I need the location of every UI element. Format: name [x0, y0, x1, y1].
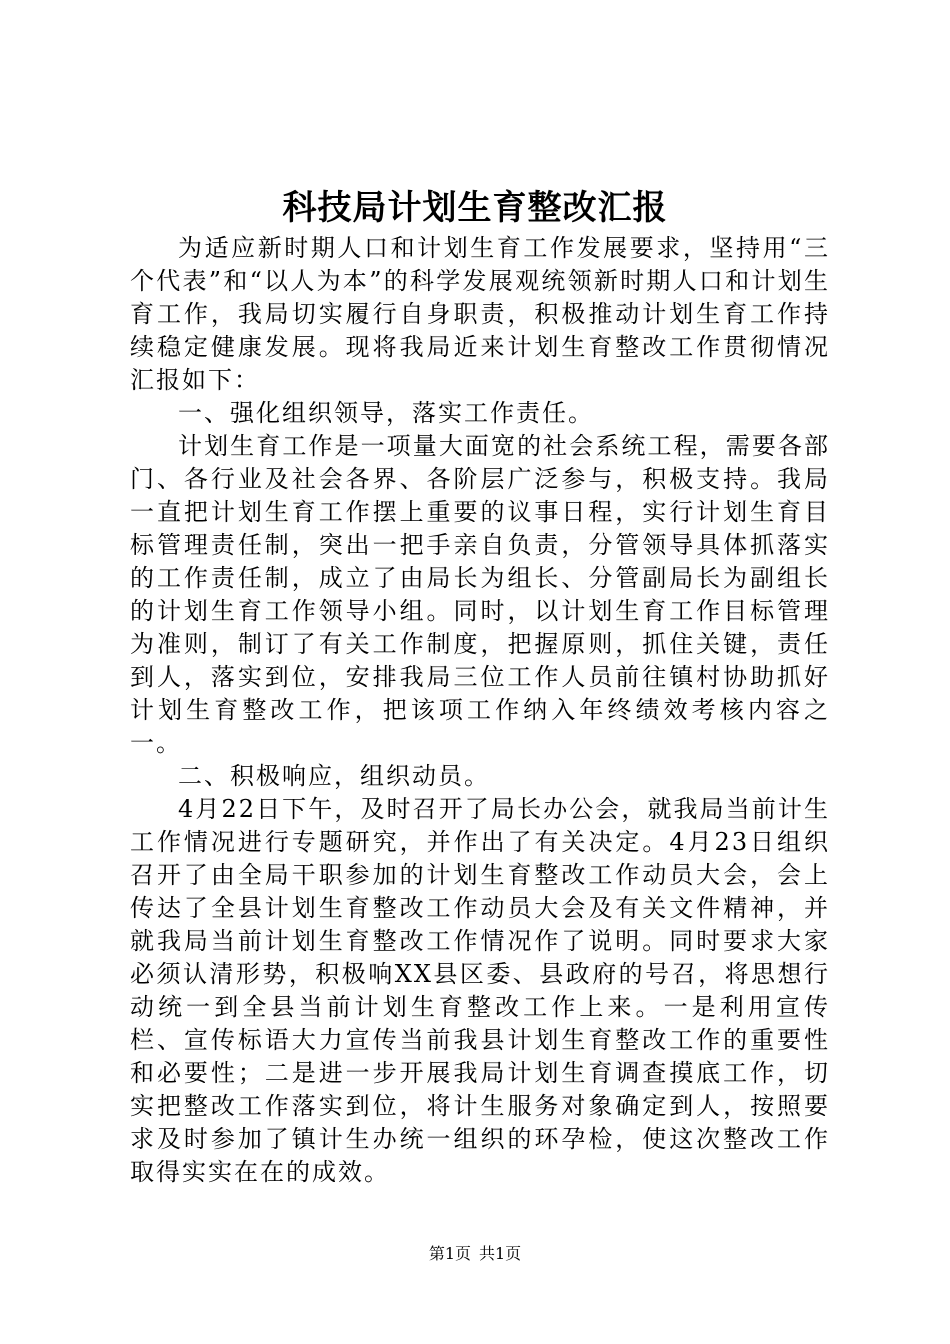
page-footer — [0, 1243, 950, 1265]
section-heading-2: 二、积极响应，组织动员。 — [178, 762, 490, 790]
intro-paragraph: 为适应新时期人口和计划生育工作发展要求，坚持用“三个代表”和“以人为本”的科学发展观统领新时期人口和计划生育工作，我局切实履行自身职责，积极推动计划生育工作持续稳定健康发展。现将我局近来计划生育整改工作贯彻情况汇报如下： — [130, 234, 830, 394]
document-body — [130, 232, 830, 1189]
page-total: 共1页 — [479, 1244, 522, 1263]
section-2-paragraph: 4月22日下午，及时召开了局长办公会，就我局当前计生工作情况进行专题研究，并作出了有关决定。4月23日组织召开了由全局干职参加的计划生育整改工作动员大会，会上传达了全县计划生育整改工作动员大会及有关文件精神，并就我局当前计划生育整改工作情况作了说明。同时要求大家必须认清形势，积极响XX县区委、县政府的号召，将思想行动统一到全县当前计划生育整改工作上来。一是利用宣传栏、宣传标语大力宣传当前我县计划生育整改工作的重要性和必要性；二是进一步开展我局计划生育调查摸底工作，切实把整改工作落实到位，将计生服务对象确定到人，按照要求及时参加了镇计生办统一组织的环孕检，使这次整改工作取得实实在在的成效。 — [130, 795, 830, 1186]
document-title: 科技局计划生育整改汇报 — [282, 188, 668, 228]
section-heading-1: 一、强化组织领导，落实工作责任。 — [178, 399, 594, 427]
section-1-paragraph: 计划生育工作是一项量大面宽的社会系统工程，需要各部门、各行业及社会各界、各阶层广泛参与，积极支持。我局一直把计划生育工作摆上重要的议事日程，实行计划生育目标管理责任制，突出一把手亲自负责，分管领导具体抓落实的工作责任制，成立了由局长为组长、分管副局长为副组长的计划生育工作领导小组。同时，以计划生育工作目标管理为准则，制订了有关工作制度，把握原则，抓住关键，责任到人，落实到位，安排我局三位工作人员前往镇村协助抓好计划生育整改工作，把该项工作纳入年终绩效考核内容之一。 — [130, 432, 830, 757]
page-number: 第1页 — [428, 1244, 471, 1263]
